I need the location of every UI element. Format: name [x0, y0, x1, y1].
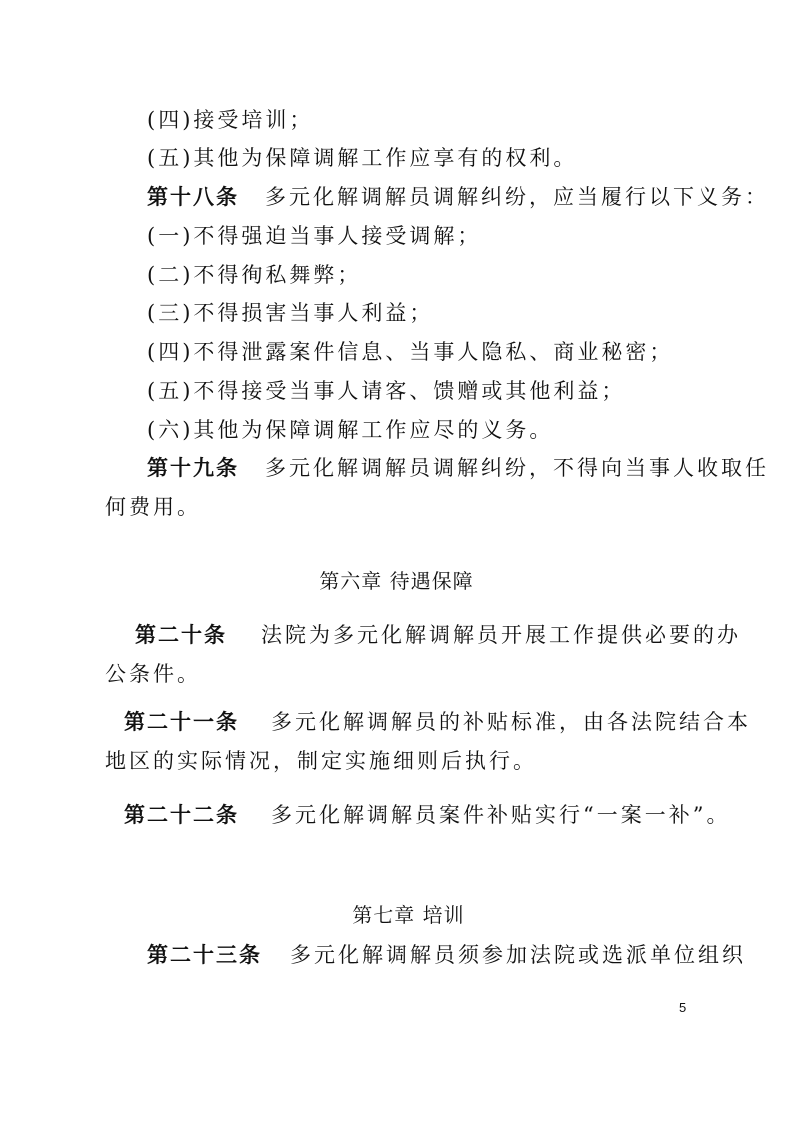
article-19 [147, 453, 769, 483]
article-20 [135, 620, 741, 650]
chapter-7-heading: 第七章 培训 [352, 903, 465, 927]
duty-item-1: (一)不得强迫当事人接受调解； [147, 224, 482, 248]
article-20-title: 第二十条 [135, 623, 227, 647]
article-23 [147, 940, 746, 970]
article-23-title: 第二十三条 [147, 943, 262, 967]
duty-item-5: (五)不得接受当事人请客、馈赠或其他利益； [147, 379, 626, 403]
page-number: 5 [679, 1000, 687, 1015]
article-21 [124, 707, 751, 737]
duty-item-4: (四)不得泄露案件信息、当事人隐私、商业秘密； [147, 340, 674, 364]
duty-item-3: (三)不得损害当事人利益； [147, 301, 434, 325]
item-receive-training: (四)接受培训； [147, 108, 314, 132]
article-22 [124, 800, 730, 830]
article-21-title: 第二十一条 [124, 710, 239, 734]
article-18-title: 第十八条 [147, 185, 239, 209]
article-18-text: 多元化解调解员调解纠纷，应当履行以下义务： [265, 185, 769, 209]
article-19-title: 第十九条 [147, 456, 239, 480]
article-19-continuation: 何费用。 [105, 495, 201, 519]
chapter-6-heading: 第六章 待遇保障 [319, 569, 474, 593]
duty-item-2: (二)不得徇私舞弊； [147, 263, 362, 287]
article-19-text: 多元化解调解员调解纠纷，不得向当事人收取任 [265, 456, 769, 480]
item-other-rights: (五)其他为保障调解工作应享有的权利。 [147, 146, 578, 170]
duty-item-6: (六)其他为保障调解工作应尽的义务。 [147, 418, 554, 442]
article-18 [147, 182, 769, 212]
article-22-text: 多元化解调解员案件补贴实行“一案一补”。 [271, 803, 731, 827]
article-22-title: 第二十二条 [124, 803, 239, 827]
article-23-text: 多元化解调解员须参加法院或选派单位组织 [290, 943, 746, 967]
article-21-text: 多元化解调解员的补贴标准，由各法院结合本 [271, 710, 751, 734]
article-21-continuation: 地区的实际情况，制定实施细则后执行。 [105, 749, 537, 773]
article-20-continuation: 公条件。 [105, 662, 201, 686]
article-20-text: 法院为多元化解调解员开展工作提供必要的办 [261, 623, 741, 647]
